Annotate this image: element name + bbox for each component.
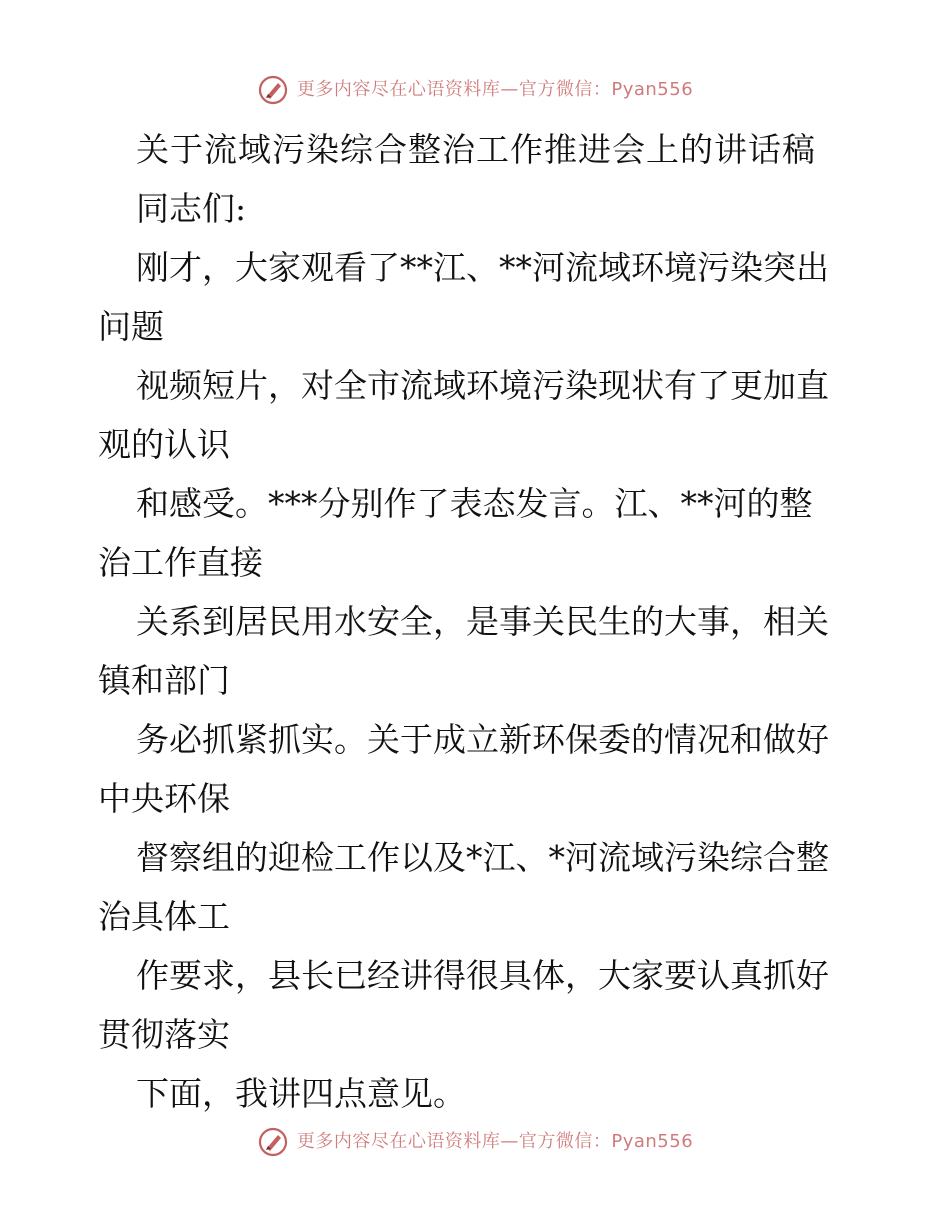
pen-seal-icon — [257, 1126, 289, 1158]
body-line: 观的认识 — [98, 425, 230, 464]
body-line: 视频短片，对全市流域环境污染现状有了更加直 — [136, 366, 829, 405]
body-line: 关系到居民用水安全，是事关民生的大事，相关 — [136, 602, 829, 641]
body-line: 和感受。***分别作了表态发言。江、**河的整 — [136, 484, 813, 523]
footer-watermark — [0, 1126, 950, 1158]
body-line: 中央环保 — [98, 779, 230, 818]
body-line: 治具体工 — [98, 897, 230, 936]
body-line: 镇和部门 — [98, 661, 230, 700]
body-line: 务必抓紧抓实。关于成立新环保委的情况和做好 — [136, 720, 829, 759]
header-watermark — [0, 74, 950, 106]
document-title: 关于流域污染综合整治工作推进会上的讲话稿 — [136, 130, 816, 169]
watermark-text: 更多内容尽在心语资料库—官方微信：Pyan556 — [296, 1131, 694, 1152]
body-line: 贯彻落实 — [98, 1015, 230, 1054]
body-line: 作要求，县长已经讲得很具体，大家要认真抓好 — [136, 956, 829, 995]
document-body — [98, 120, 858, 1123]
body-line: 刚才，大家观看了**江、**河流域环境污染突出 — [136, 248, 829, 287]
body-line: 下面，我讲四点意见。 — [136, 1074, 466, 1113]
watermark-text: 更多内容尽在心语资料库—官方微信：Pyan556 — [296, 79, 694, 100]
salutation: 同志们: — [136, 189, 247, 228]
pen-seal-icon — [257, 74, 289, 106]
body-line: 治工作直接 — [98, 543, 263, 582]
body-line: 问题 — [98, 307, 164, 346]
body-line: 督察组的迎检工作以及*江、*河流域污染综合整 — [136, 838, 829, 877]
